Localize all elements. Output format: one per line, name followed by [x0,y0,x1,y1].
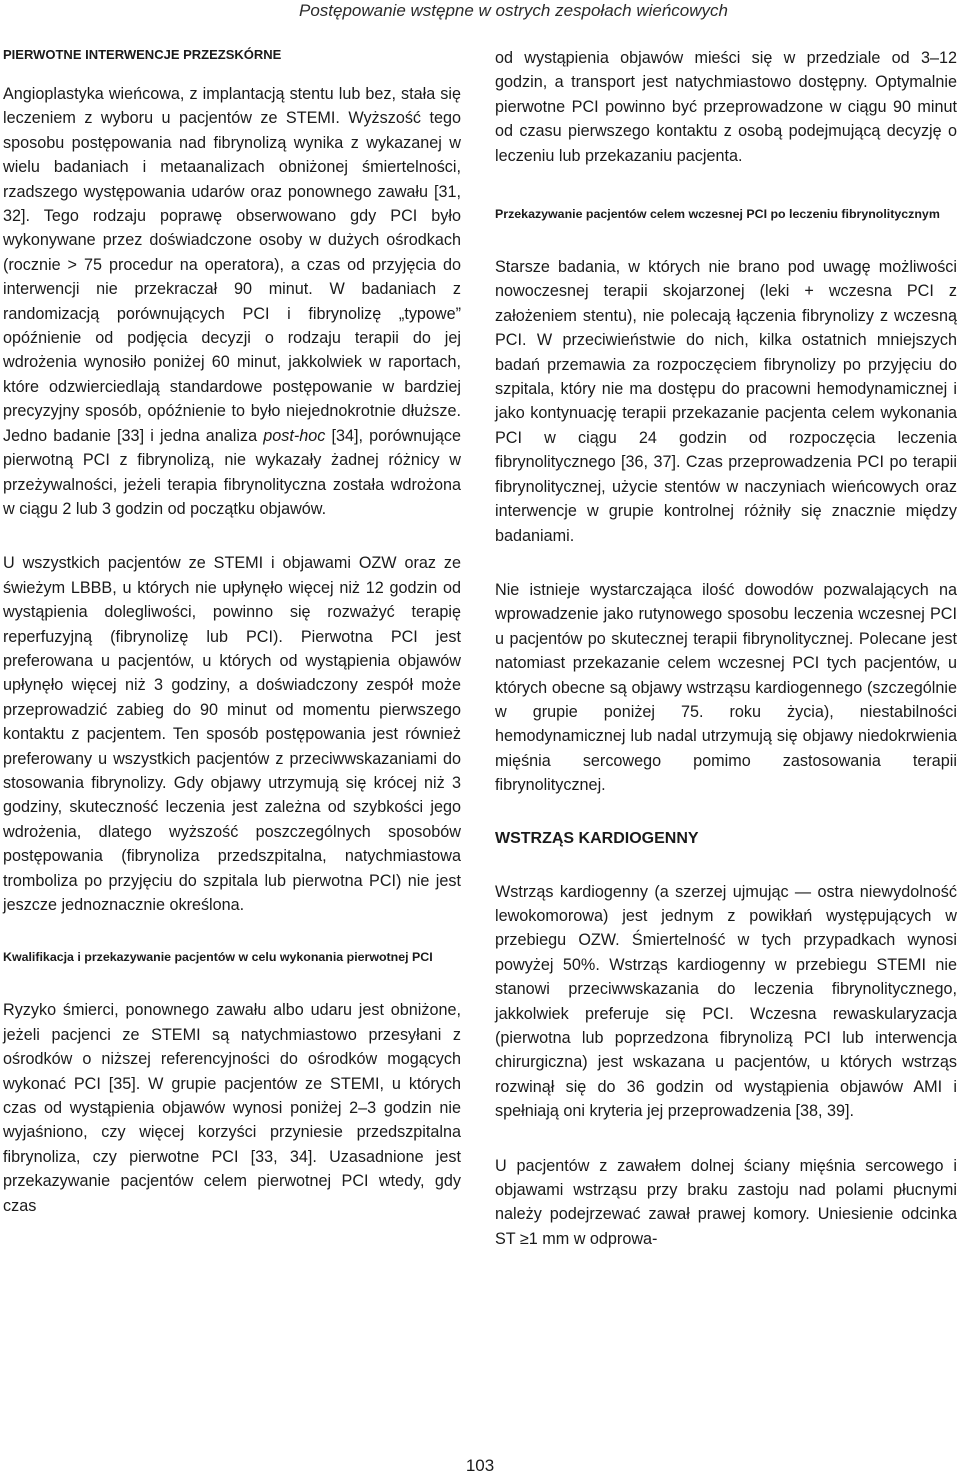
paragraph: Wstrząs kardiogenny (a szerzej ujmując — ostra niewydolność lewokomorowa) jest jednym z powikłań występujących w przebiegu OZW. Śmiertelność w tych przypadkach wynosi powyżej 50%. Wstrząs kardiogenny w przebiegu STEMI nie stanowi przeciwwskazania do leczenia fibrynolitycznego, jakkolwiek preferuje się PCI. Wczesna rewaskularyzacja (pierwotna lub poprzedzona fibrynolizą PCI lub interwencja chirurgiczna) jest wskazana u pacjentów, u których wstrząs rozwinął się do 36 godzin od wystąpienia objawów AMI i spełniają oni kryteria jej przeprowadzenia [38, 39]. [495,882,957,1121]
paragraph-text: Angioplastyka wieńcowa, z implantacją stentu lub bez, stała się leczeniem z wyboru u pacjentów ze STEMI. Wyższość tego sposobu postępowania nad fibrynolizą wynika z wykazanej w wielu badaniach i metaanalizach obniżonej śmiertelności, rzadszego występowania udarów oraz ponownego zawału [31, 32]. Tego rodzaju poprawę obserwowano gdy PCI było wykonywane przez doświadczone osoby w dużych ośrodkach (rocznie > 75 procedur na operatora), a czas od przyjęcia do interwencji nie przekraczał 90 minut. W badaniach z randomizacją porównujących PCI i fibrynolizę „typowe” opóźnienie od podjęcia decyzji o rodzaju terapii do jej wdrożenia wynosiło poniżej 60 minut, jakkolwiek w raportach, które odzwierciedlają standardowe postępowanie w bardziej precyzyjny sposób, opóźnienie to było niejednokrotnie dłuższe. Jedno badanie [33] i jedna analiza [3,85,461,445]
paragraph: U pacjentów z zawałem dolnej ściany mięśnia sercowego i objawami wstrząsu przy braku zastoju nad polami płucnymi należy podejrzewać zawał prawej komory. Uniesienie odcinka ST ≥1 mm w odprowa- [495,1156,957,1248]
subsection-heading: Kwalifikacja i przekazywanie pacjentów w celu wykonania pierwotnej PCI [3,950,433,965]
right-column [495,46,957,1251]
italic-term: post-hoc [263,426,326,445]
paragraph [3,82,461,521]
paragraph: od wystąpienia objawów mieści się w przedziale od 3–12 godzin, a transport jest natychmiastowo dostępny. Optymalnie pierwotne PCI powinno być przeprowadzone w ciągu 90 minut od czasu pierwszego kontaktu z osobą podejmującą decyzję o leczeniu lub przekazaniu pacjenta. [495,49,957,165]
paragraph: U wszystkich pacjentów ze STEMI i objawami OZW oraz ze świeżym LBBB, u których nie upłynęło więcej niż 12 godzin od wystąpienia dolegliwości, powinno się rozważyć terapię reperfuzyjną (fibrynolizę lub PCI). Pierwotna PCI jest preferowana u pacjentów, u których od wystąpienia objawów upłynęło więcej niż 3 godziny, a doświadczony zespół może przeprowadzić zabieg do 90 minut od momentu pierwszego kontaktu z pacjentem. Ten sposób postępowania jest również preferowany u wszystkich pacjentów z przeciwwskazaniami do stosowania fibrynolizy. Gdy objawy utrzymują się krócej niż 3 godziny, skuteczność leczenia jest zależna od szybkości jego wdrożenia, dlatego wyższość poszczególnych sposobów postępowania (fibrynoliza przedszpitalna, natychmiastowa tromboliza po przyjęciu do szpitala lub pierwotna PCI) nie jest jeszcze jednoznacznie określona. [3,554,461,914]
section-heading: WSTRZĄS KARDIOGENNY [495,829,699,847]
running-header: Postępowanie wstępne w ostrych zespołach wieńcowych [298,1,728,20]
section-heading: PIERWOTNE INTERWENCJE PRZEZSKÓRNE [3,47,282,62]
paragraph: Starsze badania, w których nie brano pod uwagę możliwości nowoczesnej terapii skojarzonej (leki + wczesna PCI z założeniem stentu), nie polecają łączenia fibrynolizy z wczesną PCI. W przeciwieństwie do nich, kilka ostatnich mniejszych badań przemawia za rozpoczęciem fibrynolizy po przyjęciu do szpitala, który nie ma dostępu do pracowni hemodynamicznej i jako kontynuację terapii przekazanie pacjenta celem wykonania PCI w ciągu 24 godzin od rozpoczęcia leczenia fibrynolitycznego [36, 37]. Czas przeprowadzenia PCI po terapii fibrynolitycznej, użycie stentów w naczyniach wieńcowych oraz interwencje w grupie kontrolnej różniły się znacznie między badaniami. [495,258,957,545]
left-column [3,46,461,1218]
page-number: 103 [465,1456,495,1475]
paragraph: Nie istnieje wystarczająca ilość dowodów pozwalających na wprowadzenie jako rutynowego sposobu leczenia wczesnej PCI u pacjentów po skutecznej terapii fibrynolitycznej. Polecane jest natomiast przekazanie celem wczesnej PCI tych pacjentów, u których obecne są objawy wstrząsu kardiogennego (szczególnie w grupie poniżej 75. roku życia), niestabilności hemodynamicznej lub nadal utrzymują się objawy niedokrwienia mięśnia sercowego pomimo zastosowania terapii fibrynolitycznej. [495,580,957,795]
paragraph: Ryzyko śmierci, ponownego zawału albo udaru jest obniżone, jeżeli pacjenci ze STEMI są natychmiastowo przesyłani z ośrodków o niższej referencyjności do ośrodków mogących wykonać PCI [35]. W grupie pacjentów ze STEMI, u których czas od wystąpienia objawów wynosi poniżej 2–3 godzin nie wyjaśniono, czy więcej korzyści przyniesie przedszpitalna fibrynoliza, czy pierwotne PCI [33, 34]. Uzasadnione jest przekazywanie pacjentów celem pierwotnej PCI wtedy, gdy czas [3,1001,461,1215]
subsection-heading: Przekazywanie pacjentów celem wczesnej PCI po leczeniu fibrynolitycznym [495,207,940,222]
paragraph-text: [34], porównujące pierwotną PCI z fibrynolizą, nie wykazały żadnej różnicy w przeżywalności, jeżeli terapia fibrynolityczna została wdrożona w ciągu 2 lub 3 godzin od początku objawów. [3,426,461,518]
